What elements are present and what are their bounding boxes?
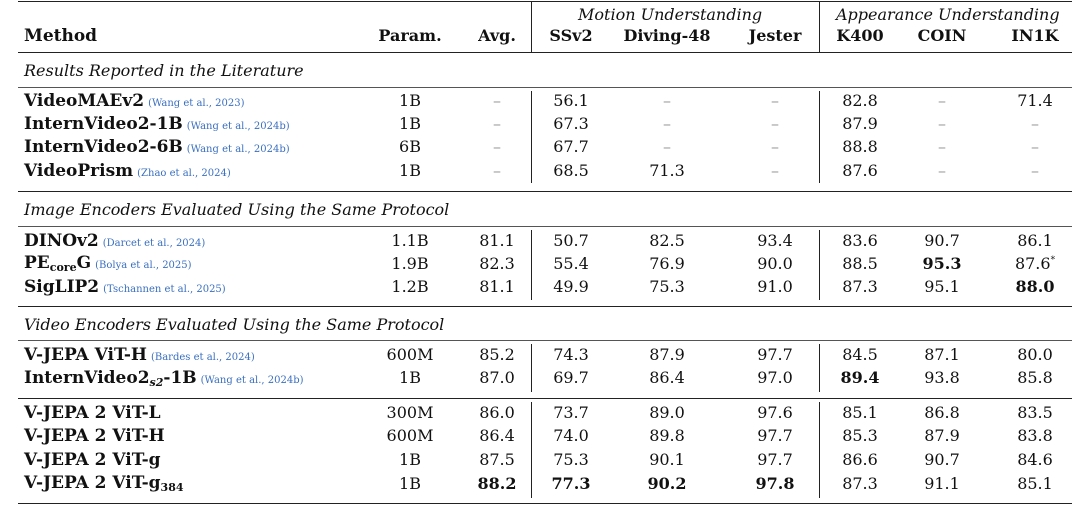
cell-ssv2: 77.3 bbox=[551, 474, 591, 493]
citation-link[interactable]: (Zhao et al., 2024) bbox=[137, 168, 231, 179]
cell-diving48: 75.3 bbox=[649, 277, 685, 296]
cell-jester: – bbox=[771, 114, 779, 133]
cell-coin: 87.1 bbox=[924, 345, 960, 364]
header-method: Method bbox=[24, 26, 98, 46]
section-title-image-encoders: Image Encoders Evaluated Using the Same Protocol bbox=[24, 200, 450, 219]
cell-in1k: 84.6 bbox=[1017, 450, 1053, 469]
cell-jester: 97.7 bbox=[757, 426, 793, 445]
cell-in1k: 83.5 bbox=[1017, 403, 1053, 422]
cell-coin: 87.9 bbox=[924, 426, 960, 445]
cell-avg: 86.0 bbox=[479, 403, 515, 422]
top-rule bbox=[18, 1, 1072, 2]
method-name: $InternVideo2_{s2}-1B$ (Wang et al., 2024b) bbox=[24, 368, 304, 389]
cell-param: 1B bbox=[399, 450, 421, 469]
cell-k400: 85.3 bbox=[842, 426, 878, 445]
method-name: V-JEPA ViT-H (Bardes et al., 2024) bbox=[24, 345, 255, 365]
column-separator bbox=[819, 91, 820, 183]
cell-ssv2: 56.1 bbox=[553, 91, 589, 110]
method-name: VideoMAEv2 (Wang et al., 2023) bbox=[24, 91, 245, 111]
cell-coin: – bbox=[938, 137, 946, 156]
column-separator bbox=[531, 1, 532, 52]
cell-avg: – bbox=[493, 161, 501, 180]
cell-k400: 87.3 bbox=[842, 474, 878, 493]
method-name: $PE_{core}G$ (Bolya et al., 2025) bbox=[24, 253, 192, 274]
cell-diving48: 87.9 bbox=[649, 345, 685, 364]
cell-diving48: 82.5 bbox=[649, 231, 685, 250]
cell-ssv2: 75.3 bbox=[553, 450, 589, 469]
cell-coin: 93.8 bbox=[924, 368, 960, 387]
cell-coin: – bbox=[938, 114, 946, 133]
cell-param: 1.2B bbox=[391, 277, 429, 296]
section-rule bbox=[18, 340, 1072, 341]
column-separator bbox=[819, 344, 820, 392]
cell-in1k: 71.4 bbox=[1017, 91, 1053, 110]
cell-in1k: – bbox=[1031, 114, 1039, 133]
cell-coin: 86.8 bbox=[924, 403, 960, 422]
column-separator bbox=[819, 402, 820, 498]
cell-jester: 97.8 bbox=[755, 474, 795, 493]
cell-avg: 81.1 bbox=[479, 277, 515, 296]
citation-link[interactable]: (Wang et al., 2024b) bbox=[200, 375, 304, 386]
cell-k400: 88.8 bbox=[842, 137, 878, 156]
cell-jester: – bbox=[771, 91, 779, 110]
cell-in1k: 83.8 bbox=[1017, 426, 1053, 445]
cell-avg: 86.4 bbox=[479, 426, 515, 445]
cell-avg: 82.3 bbox=[479, 254, 515, 273]
cell-ssv2: 50.7 bbox=[553, 231, 589, 250]
cell-ssv2: 67.7 bbox=[553, 137, 589, 156]
column-separator bbox=[531, 344, 532, 392]
cell-k400: 87.3 bbox=[842, 277, 878, 296]
cell-param: 1B bbox=[399, 161, 421, 180]
cell-param: 6B bbox=[399, 137, 421, 156]
cell-param: 1.9B bbox=[391, 254, 429, 273]
method-name: DINOv2 (Darcet et al., 2024) bbox=[24, 231, 206, 251]
cell-jester: 97.7 bbox=[757, 450, 793, 469]
cell-diving48: – bbox=[663, 91, 671, 110]
cell-ssv2: 68.5 bbox=[553, 161, 589, 180]
cell-diving48: 89.8 bbox=[649, 426, 685, 445]
cell-param: 1B bbox=[399, 91, 421, 110]
header-rule bbox=[18, 52, 1072, 53]
cell-k400: 88.5 bbox=[842, 254, 878, 273]
citation-link[interactable]: (Bardes et al., 2024) bbox=[150, 352, 255, 363]
cell-in1k: 88.0 bbox=[1015, 277, 1055, 296]
group-header-appearance: Appearance Understanding bbox=[836, 5, 1060, 24]
cell-param: 600M bbox=[386, 426, 434, 445]
cell-jester: – bbox=[771, 161, 779, 180]
citation-link[interactable]: (Tschannen et al., 2025) bbox=[103, 284, 226, 295]
cell-avg: – bbox=[493, 91, 501, 110]
cell-coin: 95.3 bbox=[922, 254, 962, 273]
cell-coin: – bbox=[938, 91, 946, 110]
cell-k400: 85.1 bbox=[842, 403, 878, 422]
column-separator bbox=[819, 230, 820, 300]
cell-avg: 87.5 bbox=[479, 450, 515, 469]
cell-in1k: – bbox=[1031, 137, 1039, 156]
column-separator bbox=[531, 230, 532, 300]
header-param: Param. bbox=[378, 26, 442, 45]
header-ssv2: SSv2 bbox=[549, 26, 593, 45]
cell-avg: 81.1 bbox=[479, 231, 515, 250]
method-name: InternVideo2-1B (Wang et al., 2024b) bbox=[24, 114, 290, 134]
cell-ssv2: 49.9 bbox=[553, 277, 589, 296]
header-k400: K400 bbox=[836, 26, 884, 45]
cell-diving48: 76.9 bbox=[649, 254, 685, 273]
cell-param: 1B bbox=[399, 114, 421, 133]
cell-k400: 87.6 bbox=[842, 161, 878, 180]
section-rule bbox=[18, 87, 1072, 88]
cell-ssv2: 69.7 bbox=[553, 368, 589, 387]
header-in1k: IN1K bbox=[1011, 26, 1059, 45]
method-name: V-JEPA 2 ViT-L bbox=[24, 403, 161, 423]
cell-coin: 91.1 bbox=[924, 474, 960, 493]
header-coin: COIN bbox=[917, 26, 967, 45]
cell-ssv2: 74.0 bbox=[553, 426, 589, 445]
cell-jester: 97.0 bbox=[757, 368, 793, 387]
cell-jester: – bbox=[771, 137, 779, 156]
cell-ssv2: 74.3 bbox=[553, 345, 589, 364]
cell-in1k: 85.1 bbox=[1017, 474, 1053, 493]
cell-k400: 87.9 bbox=[842, 114, 878, 133]
section-rule bbox=[18, 191, 1072, 192]
column-separator bbox=[819, 1, 820, 52]
cell-jester: 97.6 bbox=[757, 403, 793, 422]
cell-in1k: 85.8 bbox=[1017, 368, 1053, 387]
cell-k400: 83.6 bbox=[842, 231, 878, 250]
cell-diving48: 89.0 bbox=[649, 403, 685, 422]
citation-link[interactable]: (Wang et al., 2024b) bbox=[186, 144, 290, 155]
cell-k400: 82.8 bbox=[842, 91, 878, 110]
cell-ssv2: 67.3 bbox=[553, 114, 589, 133]
cell-diving48: 90.1 bbox=[649, 450, 685, 469]
method-name: SigLIP2 (Tschannen et al., 2025) bbox=[24, 277, 226, 297]
method-name: VideoPrism (Zhao et al., 2024) bbox=[24, 161, 231, 181]
cell-avg: – bbox=[493, 114, 501, 133]
cell-diving48: 90.2 bbox=[647, 474, 687, 493]
method-name: V-JEPA 2 ViT-H bbox=[24, 426, 165, 446]
cell-avg: 87.0 bbox=[479, 368, 515, 387]
cell-coin: 90.7 bbox=[924, 231, 960, 250]
cell-jester: 93.4 bbox=[757, 231, 793, 250]
cell-coin: 95.1 bbox=[924, 277, 960, 296]
cell-jester: 91.0 bbox=[757, 277, 793, 296]
cell-diving48: – bbox=[663, 137, 671, 156]
citation-link[interactable]: (Wang et al., 2024b) bbox=[186, 121, 290, 132]
cell-diving48: – bbox=[663, 114, 671, 133]
cell-in1k: 87.6* bbox=[1014, 254, 1056, 273]
cell-ssv2: 73.7 bbox=[553, 403, 589, 422]
method-name: InternVideo2-6B (Wang et al., 2024b) bbox=[24, 137, 290, 157]
cell-jester: 90.0 bbox=[757, 254, 793, 273]
cell-diving48: 71.3 bbox=[649, 161, 685, 180]
cell-avg: 85.2 bbox=[479, 345, 515, 364]
section-rule bbox=[18, 306, 1072, 307]
bottom-rule bbox=[18, 503, 1072, 504]
cell-ssv2: 55.4 bbox=[553, 254, 589, 273]
cell-jester: 97.7 bbox=[757, 345, 793, 364]
citation-link[interactable]: (Darcet et al., 2024) bbox=[102, 238, 206, 249]
cell-avg: – bbox=[493, 137, 501, 156]
cell-coin: 90.7 bbox=[924, 450, 960, 469]
cell-coin: – bbox=[938, 161, 946, 180]
header-diving48: Diving-48 bbox=[623, 26, 711, 45]
cell-param: 1B bbox=[399, 474, 421, 493]
column-separator bbox=[531, 402, 532, 498]
cell-param: 600M bbox=[386, 345, 434, 364]
group-header-motion: Motion Understanding bbox=[578, 5, 763, 24]
section-rule bbox=[18, 398, 1072, 399]
cell-param: 300M bbox=[386, 403, 434, 422]
cell-k400: 84.5 bbox=[842, 345, 878, 364]
cell-in1k: – bbox=[1031, 161, 1039, 180]
header-jester: Jester bbox=[748, 26, 802, 45]
method-name: V-JEPA 2 ViT-$g_{384}$ bbox=[24, 473, 184, 494]
cell-diving48: 86.4 bbox=[649, 368, 685, 387]
method-name: V-JEPA 2 ViT-g bbox=[24, 450, 161, 470]
section-rule bbox=[18, 226, 1072, 227]
cell-avg: 88.2 bbox=[477, 474, 517, 493]
cell-param: 1B bbox=[399, 368, 421, 387]
section-title-video-encoders: Video Encoders Evaluated Using the Same Protocol bbox=[24, 315, 445, 334]
cell-in1k: 80.0 bbox=[1017, 345, 1053, 364]
cell-param: 1.1B bbox=[391, 231, 429, 250]
column-separator bbox=[531, 91, 532, 183]
header-avg: Avg. bbox=[478, 26, 516, 45]
cell-in1k: 86.1 bbox=[1017, 231, 1053, 250]
cell-k400: 89.4 bbox=[840, 368, 880, 387]
section-title-literature: Results Reported in the Literature bbox=[24, 61, 304, 80]
citation-link[interactable]: (Bolya et al., 2025) bbox=[95, 260, 192, 271]
citation-link[interactable]: (Wang et al., 2023) bbox=[148, 98, 245, 109]
cell-k400: 86.6 bbox=[842, 450, 878, 469]
